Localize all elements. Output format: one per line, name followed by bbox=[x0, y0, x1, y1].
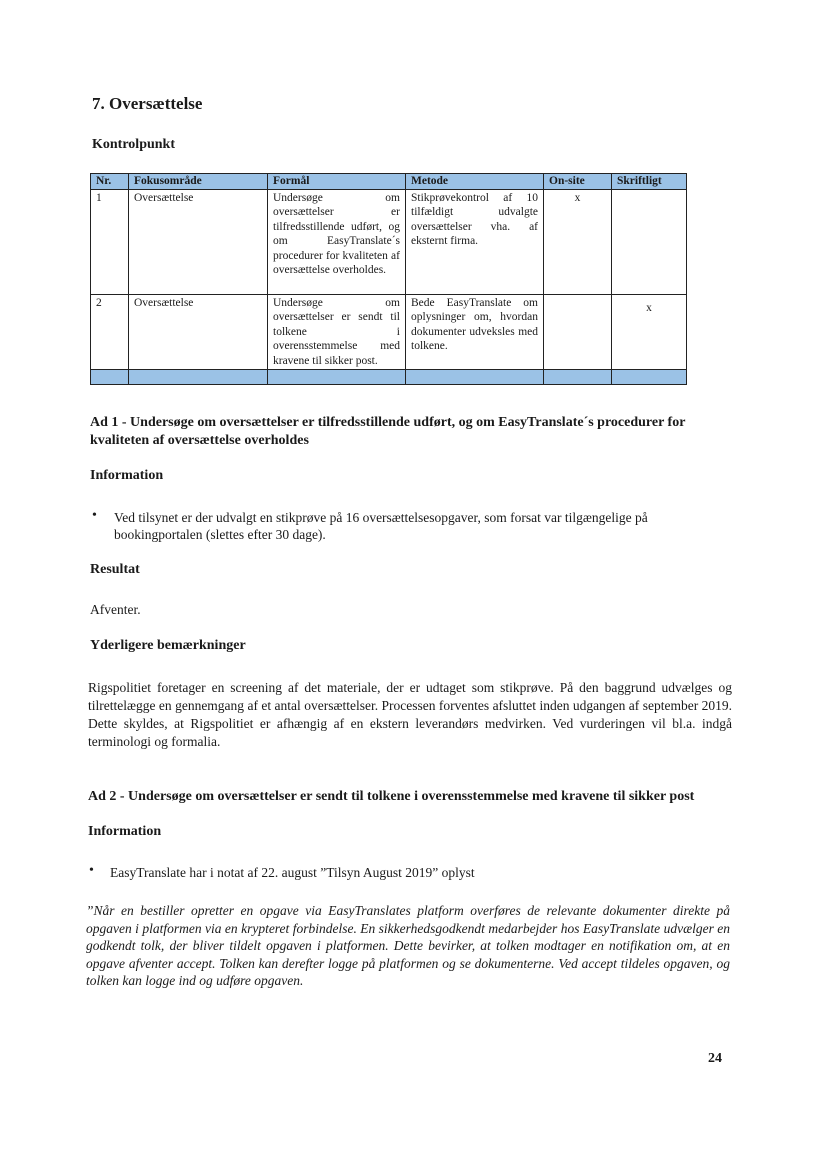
cell-fokus: Oversættelse bbox=[129, 189, 268, 294]
page-number: 24 bbox=[708, 1051, 722, 1066]
cell-formaal: Undersøge om oversættelser er tilfredsstillende udført, og om EasyTranslate´s procedurer for kvaliteten af oversættelse overholdes. bbox=[268, 189, 406, 294]
cell-skriftligt bbox=[612, 189, 687, 294]
table-row bbox=[91, 189, 687, 294]
table-row bbox=[91, 294, 687, 370]
cell-nr: 2 bbox=[91, 294, 129, 370]
bullet-icon: • bbox=[89, 863, 94, 878]
header-onsite: On-site bbox=[544, 174, 612, 190]
ad2-quote: ”Når en bestiller opretter en opgave via EasyTranslates platform overføres de relevante dokumenter direkte på opgaven i platformen via en krypteret forbindelse. En sikkerhedsgodkendt medarbejder hos EasyTranslate udvælger en godkendt tolk, der bliver tildelt opgaven i platformen. Dette bevirker, at tolken modtager en notifikation om, at en opgave afventer accept. Tolken kan derefter logge på platformen og se dokumenterne. Ved accept tildeles opgaven, og tolken kan logge ind og udføre opgaven. bbox=[86, 903, 730, 988]
header-nr: Nr. bbox=[91, 174, 129, 190]
ad1-info-bullet: Ved tilsynet er der udvalgt en stikprøve på 16 oversættelsesopgaver, som forsat var tilgængelige på bookingportalen (slettes efter 30 dage). bbox=[114, 510, 648, 542]
cell-fokus: Oversættelse bbox=[129, 294, 268, 370]
cell-formaal: Undersøge om oversættelser er sendt til tolkene i overensstemmelse med kravene til sikker post. bbox=[268, 294, 406, 370]
header-fokus: Fokusområde bbox=[129, 174, 268, 190]
cell-metode: Bede EasyTranslate om oplysninger om, hvordan dokumenter udveksles med tolkene. bbox=[406, 294, 544, 370]
ad1-remarks-text: Rigspolitiet foretager en screening af det materiale, der er udtaget som stikprøve. På den baggrund udvælges og tilrettelægge en gennemgang af et antal oversættelser. Processen forventes afsluttet inden udgangen af september 2019. Dette skyldes, at Rigspolitiet er afhængig af en ekstern leverandørs medvirken. Ved vurderingen vil bl.a. indgå terminologi og formalia. bbox=[88, 680, 732, 749]
cell-onsite: x bbox=[544, 189, 612, 294]
header-formaal: Formål bbox=[268, 174, 406, 190]
ad1-info-heading: Information bbox=[90, 468, 164, 483]
section-title: 7. Oversættelse bbox=[92, 94, 203, 113]
ad2-info-bullet: EasyTranslate har i notat af 22. august ”Tilsyn August 2019” oplyst bbox=[110, 865, 475, 880]
header-metode: Metode bbox=[406, 174, 544, 190]
header-skriftligt: Skriftligt bbox=[612, 174, 687, 190]
ad2-heading: Ad 2 - Undersøge om oversættelser er sendt til tolkene i overensstemmelse med kravene til sikker post bbox=[88, 789, 695, 804]
ad1-result-heading: Resultat bbox=[90, 562, 140, 577]
control-table bbox=[90, 173, 687, 385]
table-header-row bbox=[91, 174, 687, 190]
bullet-icon: • bbox=[92, 508, 97, 523]
cell-skriftligt: x bbox=[612, 294, 687, 370]
cell-onsite bbox=[544, 294, 612, 370]
cell-metode: Stikprøvekontrol af 10 tilfældigt udvalgte oversættelser vha. af eksternt firma. bbox=[406, 189, 544, 294]
ad1-remarks-heading: Yderligere bemærkninger bbox=[90, 638, 246, 653]
table-row-empty bbox=[91, 370, 687, 385]
ad1-result-text: Afventer. bbox=[90, 602, 141, 617]
cell-nr: 1 bbox=[91, 189, 129, 294]
ad1-heading: Ad 1 - Undersøge om oversættelser er tilfredsstillende udført, og om EasyTranslate´s procedurer for kvaliteten af oversættelse overholdes bbox=[90, 415, 686, 448]
control-heading: Kontrolpunkt bbox=[92, 137, 175, 152]
ad2-info-heading: Information bbox=[88, 824, 162, 839]
